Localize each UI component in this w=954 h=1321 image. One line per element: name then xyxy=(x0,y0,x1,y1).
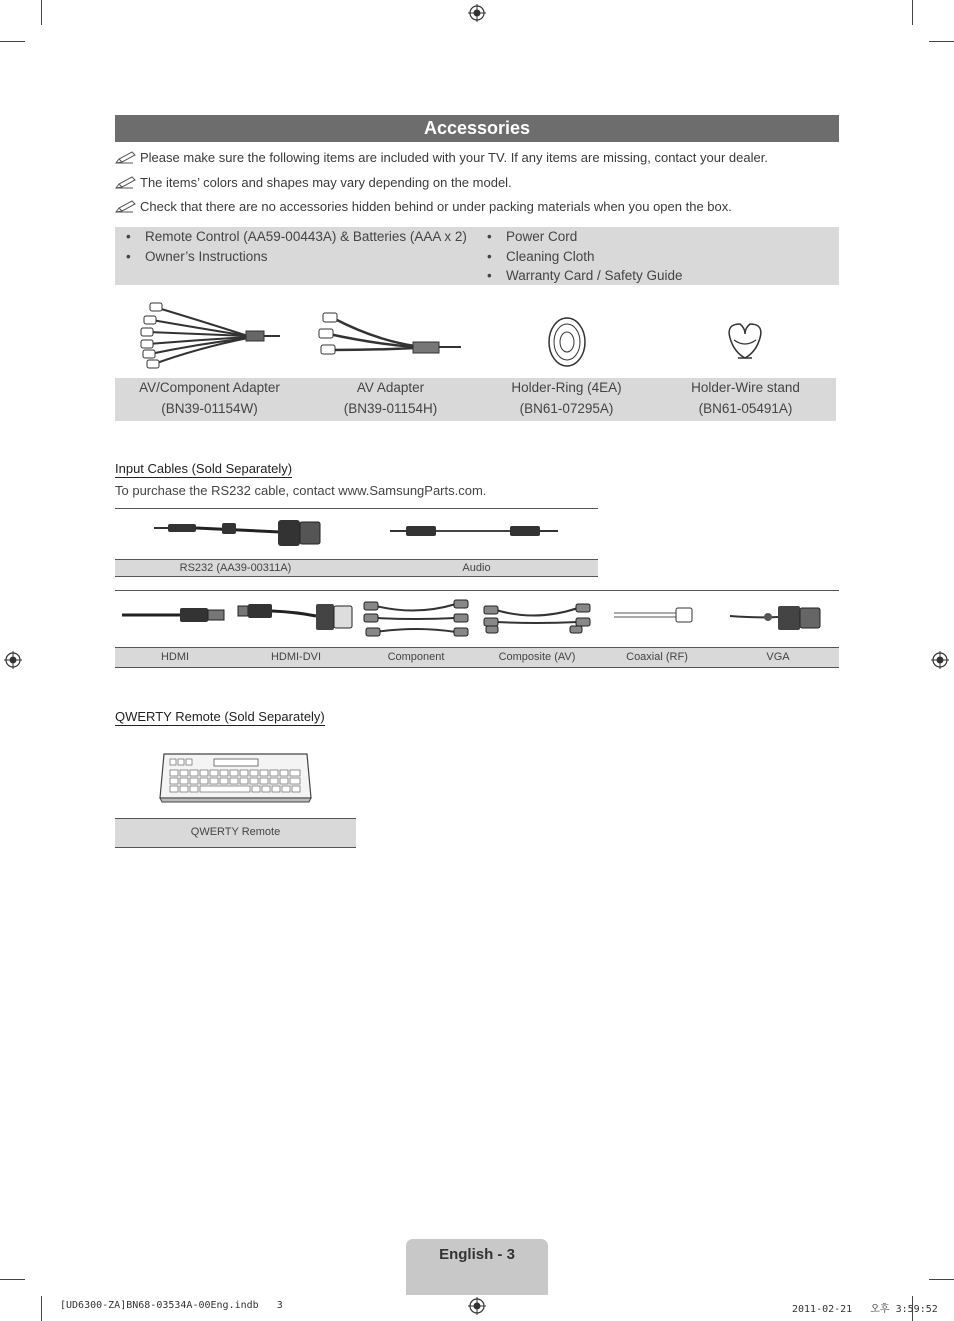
registration-mark-icon xyxy=(4,651,22,669)
accessory-part-number: (BN61-05491A) xyxy=(698,400,793,416)
crop-mark xyxy=(41,1296,42,1321)
section-title: Accessories xyxy=(115,115,839,142)
accessory-name: AV Adapter xyxy=(356,380,425,395)
crop-mark xyxy=(0,41,25,42)
accessory-label xyxy=(296,378,485,419)
note-pencil-icon xyxy=(115,200,137,214)
accessory-label xyxy=(651,378,840,419)
registration-mark-icon xyxy=(468,1297,486,1315)
crop-mark xyxy=(929,41,954,42)
footer-timestamp: 2011-02-21 오후 3:59:52 xyxy=(792,1304,938,1315)
vga-cable-illustration xyxy=(728,600,824,634)
qwerty-remote-illustration xyxy=(158,750,313,804)
list-item: • Owner’s Instructions xyxy=(115,247,475,267)
input-cables-heading: Input Cables (Sold Separately) xyxy=(115,461,293,476)
registration-mark-icon xyxy=(468,4,486,22)
registration-mark-icon xyxy=(931,651,949,669)
accessory-label xyxy=(115,378,304,419)
qwerty-heading: QWERTY Remote (Sold Separately) xyxy=(115,709,325,724)
holder-wire-stand-illustration xyxy=(722,318,768,364)
crop-mark xyxy=(0,1279,25,1280)
av-component-adapter-illustration xyxy=(138,300,283,372)
holder-ring-illustration xyxy=(546,316,588,368)
hdmi-dvi-cable-illustration xyxy=(236,598,356,634)
cable-label: Component xyxy=(387,651,445,663)
crop-mark xyxy=(41,0,42,25)
purchase-note: To purchase the RS232 cable, contact www.SamsungParts.com. xyxy=(115,483,487,498)
included-items-right xyxy=(476,227,836,286)
coaxial-cable-illustration xyxy=(612,603,696,627)
list-item: • Remote Control (AA59-00443A) & Batteries (AAA x 2) xyxy=(115,227,475,247)
page-number-tab: English - 3 xyxy=(406,1239,548,1295)
accessory-name: AV/Component Adapter xyxy=(139,380,280,395)
divider xyxy=(115,590,839,591)
note-item xyxy=(115,150,768,165)
component-cable-illustration xyxy=(360,596,472,642)
footer-file-info: [UD6300-ZA]BN68-03534A-00Eng.indb 3 xyxy=(60,1300,283,1311)
accessory-name: Holder-Wire stand xyxy=(691,380,800,395)
accessory-part-number: (BN61-07295A) xyxy=(519,400,614,416)
note-text: Check that there are no accessories hidden behind or under packing materials when you open the box. xyxy=(140,199,732,214)
note-item xyxy=(115,199,732,214)
crop-mark xyxy=(929,1279,954,1280)
rs232-cable-illustration xyxy=(150,514,325,550)
list-item: • Power Cord xyxy=(476,227,836,247)
included-items-left xyxy=(115,227,475,266)
cable-label: Composite (AV) xyxy=(498,651,576,663)
accessory-part-number: (BN39-01154W) xyxy=(161,400,258,416)
cable-label: HDMI-DVI xyxy=(270,651,322,663)
audio-cable-illustration xyxy=(388,520,560,542)
composite-cable-illustration xyxy=(480,600,596,636)
cable-label: RS232 (AA39-00311A) xyxy=(179,562,292,574)
hdmi-cable-illustration xyxy=(120,600,228,630)
av-adapter-illustration xyxy=(315,310,465,360)
qwerty-label: QWERTY Remote xyxy=(190,826,281,838)
list-item: • Warranty Card / Safety Guide xyxy=(476,266,836,286)
note-text: The items’ colors and shapes may vary depending on the model. xyxy=(140,175,512,190)
accessory-name: Holder-Ring (4EA) xyxy=(511,380,622,395)
accessory-label xyxy=(472,378,661,419)
cable-label: HDMI xyxy=(160,651,190,663)
note-text: Please make sure the following items are included with your TV. If any items are missing, contact your dealer. xyxy=(140,150,768,165)
note-item xyxy=(115,175,512,190)
cable-label: Audio xyxy=(462,562,491,574)
divider xyxy=(115,508,598,509)
cable-label: VGA xyxy=(766,651,790,663)
note-pencil-icon xyxy=(115,151,137,165)
crop-mark xyxy=(912,0,913,25)
cable-label: Coaxial (RF) xyxy=(626,651,688,663)
note-pencil-icon xyxy=(115,176,137,190)
list-item: • Cleaning Cloth xyxy=(476,247,836,267)
accessory-part-number: (BN39-01154H) xyxy=(343,400,438,416)
